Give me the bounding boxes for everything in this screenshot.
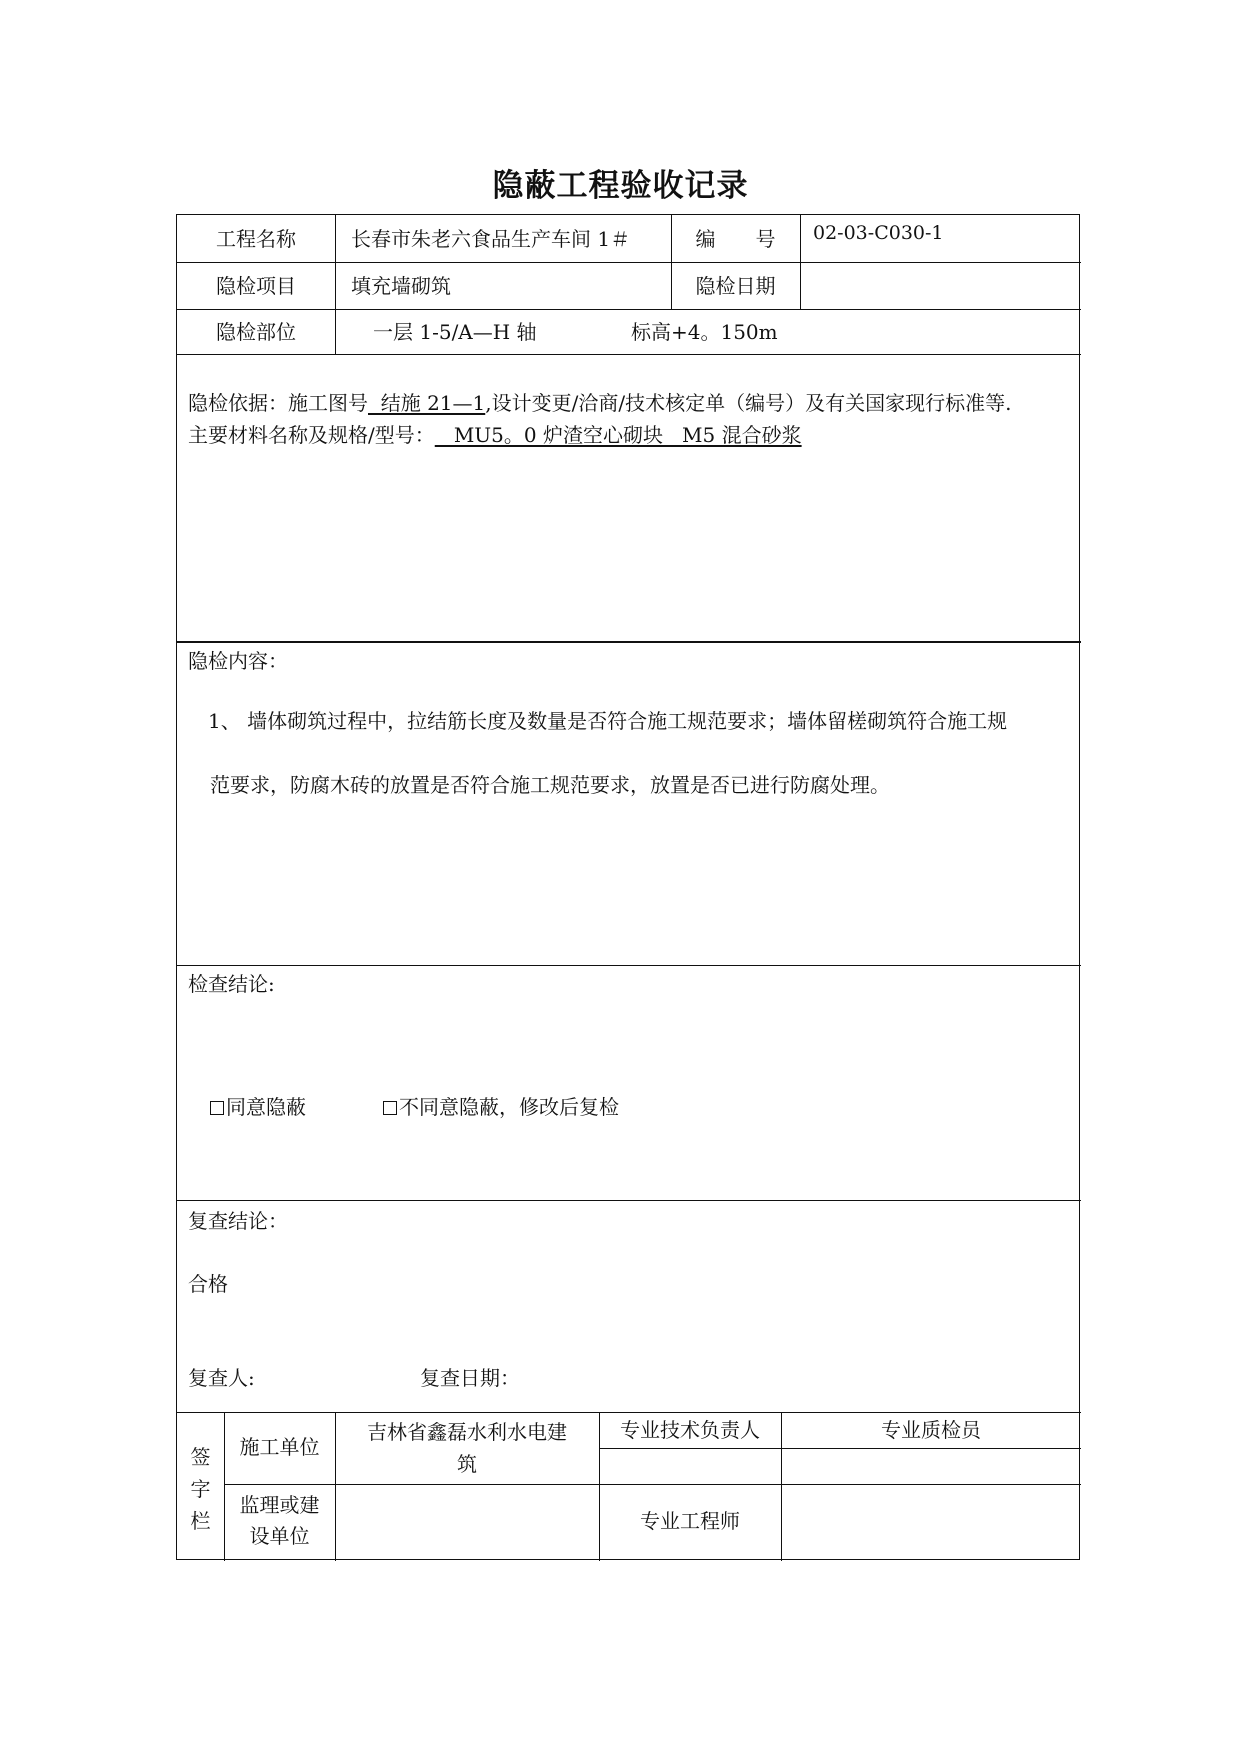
- sign-row-divider: [224, 1484, 1081, 1485]
- section-divider: [177, 1200, 1081, 1201]
- date-label: 隐检日期: [695, 274, 776, 298]
- reviewer-label: 复查人:: [188, 1366, 255, 1390]
- basis-line: [188, 391, 1011, 415]
- item-value: 填充墙砌筑: [351, 274, 451, 298]
- checkbox-icon[interactable]: [210, 1101, 224, 1115]
- col-divider: [800, 215, 801, 309]
- signature-char: 字: [190, 1477, 211, 1501]
- supervisor-label-1: 监理或建: [239, 1493, 320, 1517]
- item-label: 隐检项目: [216, 274, 296, 298]
- checkbox-icon[interactable]: [383, 1101, 397, 1115]
- construction-unit-label: 施工单位: [239, 1435, 320, 1459]
- elevation-value: 标高+4。150m: [631, 320, 778, 344]
- tech-lead-label: 专业技术负责人: [620, 1418, 760, 1442]
- review-result: 合格: [188, 1272, 228, 1296]
- row-divider: [177, 354, 1081, 355]
- col-divider: [335, 215, 336, 354]
- location-value: 一层 1-5/A—H 轴: [373, 320, 537, 344]
- project-name-label: 工程名称: [216, 227, 296, 251]
- inspection-record-form: [176, 214, 1080, 1560]
- conclusion-label: 检查结论:: [188, 972, 275, 996]
- review-date-label: 复查日期：: [420, 1366, 520, 1390]
- col-divider: [781, 1484, 782, 1561]
- section-divider: [177, 641, 1081, 643]
- sign-row-divider: [599, 1448, 1081, 1449]
- disagree-option[interactable]: [383, 1095, 619, 1119]
- row-divider: [177, 262, 1081, 263]
- content-line-2: 范要求，防腐木砖的放置是否符合施工规范要求，放置是否已进行防腐处理。: [210, 773, 890, 797]
- document-title: 隐蔽工程验收记录: [492, 168, 749, 204]
- signature-char: 签: [190, 1445, 211, 1469]
- content-label: 隐检内容：: [188, 649, 288, 673]
- agree-label: 同意隐蔽: [226, 1095, 306, 1119]
- review-label: 复查结论：: [188, 1209, 288, 1233]
- agree-option[interactable]: [210, 1095, 306, 1119]
- disagree-label: 不同意隐蔽，修改后复检: [399, 1095, 619, 1119]
- basis-prefix: 隐检依据：施工图号: [188, 391, 368, 415]
- qc-inspector-label: 专业质检员: [881, 1418, 981, 1442]
- project-name-value: 长春市朱老六食品生产车间 1＃: [351, 227, 631, 251]
- basis-suffix: ,设计变更/洽商/技术核定单（编号）及有关国家现行标准等.: [485, 391, 1012, 415]
- section-divider: [177, 1412, 1081, 1413]
- engineer-label: 专业工程师: [640, 1509, 740, 1533]
- section-divider: [177, 965, 1081, 966]
- location-label: 隐检部位: [216, 320, 296, 344]
- construction-unit-name-1: 吉林省鑫磊水利水电建: [367, 1420, 567, 1444]
- signature-char: 栏: [190, 1509, 211, 1533]
- material-value: MU5。0 炉渣空心砌块 M5 混合砂浆: [434, 423, 802, 447]
- code-label: 编 号: [695, 227, 776, 251]
- material-label: 主要材料名称及规格/型号：: [188, 423, 435, 447]
- material-line: [188, 423, 802, 447]
- supervisor-label-2: 设单位: [249, 1524, 310, 1548]
- drawing-number: 结施 21—1: [368, 391, 486, 415]
- content-line-1: 1、 墙体砌筑过程中，拉结筋长度及数量是否符合施工规范要求；墙体留槎砌筑符合施工规: [208, 709, 1008, 733]
- construction-unit-name-2: 筑: [457, 1452, 477, 1476]
- signature-column-label: [177, 1441, 224, 1537]
- row-divider: [177, 309, 1081, 310]
- code-value: 02-03-C030-1: [813, 222, 944, 244]
